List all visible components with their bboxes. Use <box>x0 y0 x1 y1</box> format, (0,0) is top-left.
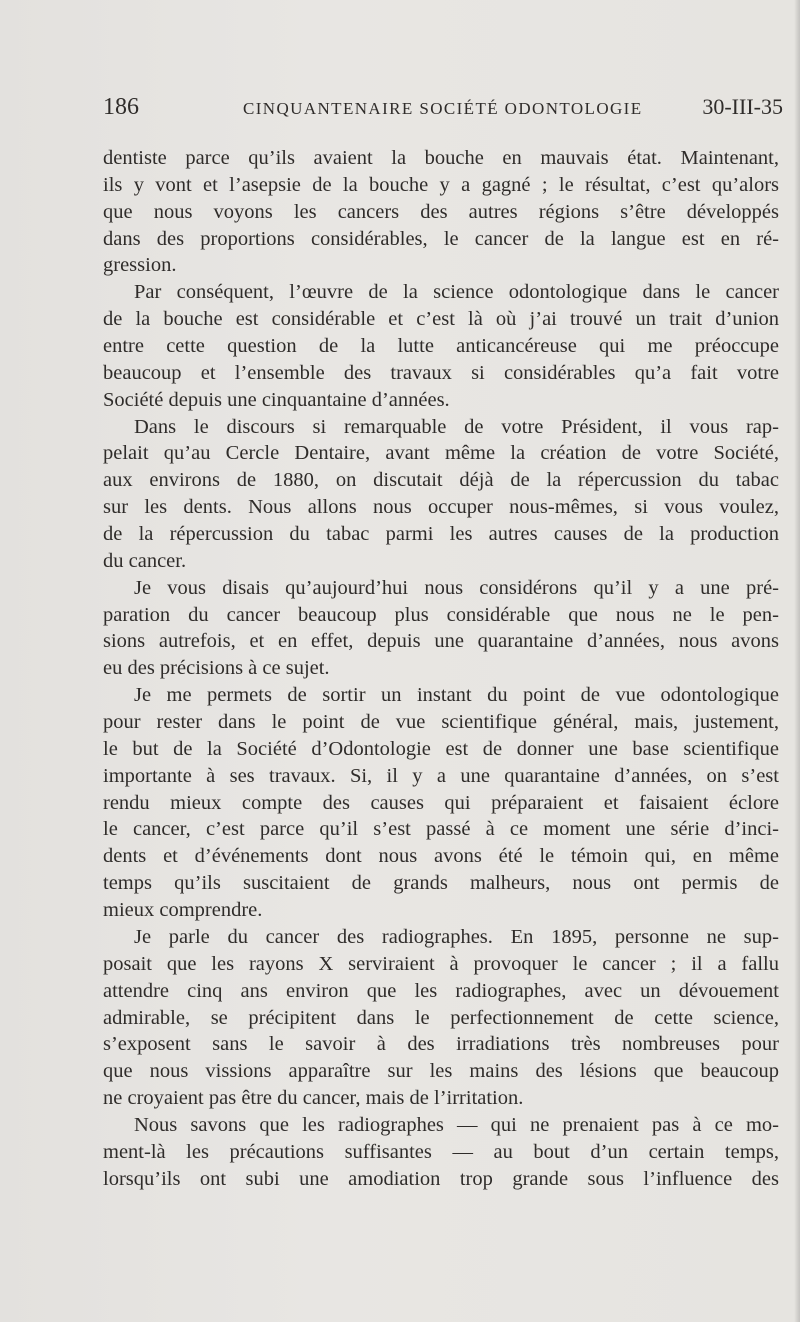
text-line: Je me permets de sortir un instant du point de vue odontologique <box>134 684 779 707</box>
text-line: du cancer. <box>103 549 187 572</box>
text-line: Dans le discours si remarquable de votre Président, il vous rap- <box>134 415 779 438</box>
text-line: sur les dents. Nous allons nous occuper nous-mêmes, si vous voulez, <box>103 496 779 519</box>
header-date: 30-III-35 <box>702 94 783 119</box>
text-line: aux environs de 1880, on discutait déjà de la répercussion du tabac <box>103 469 779 492</box>
text-line: pour rester dans le point de vue scientifique général, mais, justement, <box>103 711 779 734</box>
text-line: de la répercussion du tabac parmi les autres causes de la production <box>103 523 779 546</box>
text-line: Par conséquent, l’œuvre de la science odontologique dans le cancer <box>134 281 779 304</box>
text-line: Je parle du cancer des radiographes. En 1895, personne ne sup- <box>134 925 779 948</box>
text-line: dans des proportions considérables, le cancer de la langue est en ré- <box>103 227 779 250</box>
text-line: lorsqu’ils ont subi une amodiation trop grande sous l’influence des <box>103 1167 779 1190</box>
text-line: ne croyaient pas être du cancer, mais de l’irritation. <box>103 1087 524 1110</box>
text-line: le cancer, c’est parce qu’il s’est passé à ce moment une série d’inci- <box>103 818 779 841</box>
page-header <box>103 92 783 122</box>
text-line: attendre cinq ans environ que les radiographes, avec un dévouement <box>103 979 779 1002</box>
text-line: importante à ses travaux. Si, il y a une quarantaine d’années, on s’est <box>103 764 779 787</box>
text-line: mieux comprendre. <box>103 899 263 922</box>
text-line: ils y vont et l’asepsie de la bouche y a gagné ; le résultat, c’est qu’alors <box>103 173 779 196</box>
text-line: entre cette question de la lutte anticancéreuse qui me préoccupe <box>103 335 779 358</box>
page-number: 186 <box>103 94 139 120</box>
text-line: dentiste parce qu’ils avaient la bouche en mauvais état. Maintenant, <box>103 147 779 169</box>
text-line: sions autrefois, et en effet, depuis une quarantaine d’années, nous avons <box>103 630 779 653</box>
text-line: paration du cancer beaucoup plus considérable que nous ne le pen- <box>103 603 779 626</box>
text-line: de la bouche est considérable et c’est là où j’ai trouvé un trait d’union <box>103 308 779 331</box>
text-line: temps qu’ils suscitaient de grands malheurs, nous ont permis de <box>103 872 779 895</box>
body-text <box>103 145 779 1193</box>
text-line: ment-là les précautions suffisantes — au bout d’un certain temps, <box>103 1140 779 1163</box>
page-edge-shadow <box>794 0 800 1322</box>
text-line: que nous voyons les cancers des autres régions s’être développés <box>103 200 779 223</box>
text-line: rendu mieux compte des causes qui préparaient et faisaient éclore <box>103 791 779 814</box>
running-title: CINQUANTENAIRE SOCIÉTÉ ODONTOLOGIE <box>243 99 643 118</box>
text-line: eu des précisions à ce sujet. <box>103 657 330 680</box>
text-line: le but de la Société d’Odontologie est de donner une base scientifique <box>103 737 779 760</box>
text-line: admirable, se précipitent dans le perfectionnement de cette science, <box>103 1006 779 1029</box>
text-line: Je vous disais qu’aujourd’hui nous considérons qu’il y a une pré- <box>134 576 779 599</box>
text-line: pelait qu’au Cercle Dentaire, avant même la création de votre Société, <box>103 442 779 465</box>
text-line: beaucoup et l’ensemble des travaux si considérables qu’a fait votre <box>103 361 779 384</box>
text-line: Société depuis une cinquantaine d’années. <box>103 388 450 411</box>
text-line: s’exposent sans le savoir à des irradiations très nombreuses pour <box>103 1033 779 1056</box>
text-line: dents et d’événements dont nous avons été le témoin qui, en même <box>103 845 779 868</box>
text-line: gression. <box>103 254 177 277</box>
text-line: Nous savons que les radiographes — qui ne prenaient pas à ce mo- <box>134 1113 779 1136</box>
text-line: posait que les rayons X serviraient à provoquer le cancer ; il a fallu <box>103 952 779 975</box>
text-line: que nous vissions apparaître sur les mains des lésions que beaucoup <box>103 1060 779 1083</box>
